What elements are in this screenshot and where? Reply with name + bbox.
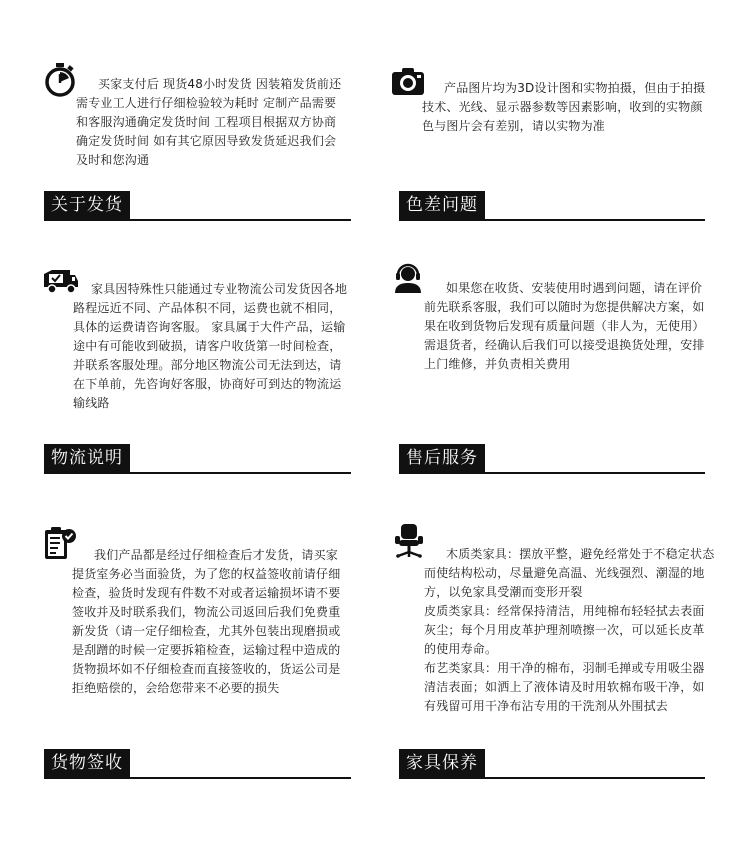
section-title-logistics: 物流说明 [44, 444, 130, 472]
section-title-bar-signing [44, 749, 351, 777]
stopwatch-icon [44, 63, 76, 97]
care-paragraph-fabric: 布艺类家具：用干净的棉布，羽制毛掸或专用吸尘器清洁表面；如洒上了液体请及时用软棉布吸干净，如有残留可用干净布沾专用的干洗剂从外围拭去 [424, 661, 705, 713]
section-divider [399, 472, 705, 474]
care-paragraph-wood: 木质类家具：摆放平整，避免经常处于不稳定状态而使结构松动，尽量避免高温、光线强烈、潮湿的地方，以免家具受潮而变形开裂 [424, 547, 715, 599]
care-paragraph-leather: 皮质类家具：经常保持清洁，用纯棉布轻轻拭去表面灰尘；每个月用皮革护理剂喷擦一次，可以延长皮革的使用寿命。 [424, 604, 705, 656]
shipping-text: 买家支付后 现货48小时发货 因装箱发货前还需专业工人进行仔细检验较为耗时 定制产品需要和客服沟通确定发货时间 工程项目根据双方协商确定发货时间 如有其它原因导致发货延迟我们会及时和您沟通 [76, 77, 342, 167]
panel-color [391, 67, 706, 197]
signing-text: 我们产品都是经过仔细检查后才发货，请买家提货室务必当面验货，为了您的权益签收前请仔细检查，验货时发现有件数不对或者运输损坏请不要签收并及时联系我们，物流公司返回后我们免费重新发货（请一定仔细检查，尤其外包装出现磨损或是刮蹭的时候一定要拆箱检查，运输过程中造成的货物损坏如不仔细检查而直接签收的，货运公司是拒绝赔偿的，会给您带来不必要的损失 [72, 548, 341, 695]
panel-logistics [44, 270, 354, 420]
section-title-care: 家具保养 [399, 749, 485, 777]
aftersales-text: 如果您在收货、安装使用时遇到问题，请在评价前先联系客服，我们可以随时为您提供解决方案，如果在收到货物后发现有质量问题（非人为，无使用）需退货者，经确认后我们可以接受退换货处理，安排上门维修，并负责相关费用 [424, 281, 705, 371]
section-title-bar-logistics [44, 444, 351, 472]
section-title-signing: 货物签收 [44, 749, 130, 777]
section-title-bar-aftersales [399, 444, 705, 472]
section-divider [44, 219, 351, 221]
section-divider [399, 219, 705, 221]
section-divider [44, 777, 351, 779]
office-chair-icon [393, 524, 425, 558]
panel-care [393, 524, 715, 724]
section-divider [399, 777, 705, 779]
logistics-text: 家具因特殊性只能通过专业物流公司发货因各地路程远近不同、产品体积不同，运费也就不相同，具体的运费请咨询客服。 家具属于大件产品，运输途中有可能收到破损，请客户收货第一时间检查，并联系客服处理。部分地区物流公司无法到达，请在下单前，先咨询好客服，协商好可到达的物流运输线路 [73, 282, 348, 410]
customer-service-headset-icon [393, 263, 423, 293]
panel-signing [44, 527, 354, 727]
section-title-bar-shipping [44, 191, 351, 219]
section-title-shipping: 关于发货 [44, 191, 130, 219]
panel-aftersales [393, 263, 703, 383]
section-title-aftersales: 售后服务 [399, 444, 485, 472]
color-text: 产品图片均为3D设计图和实物拍摄，但由于拍摄技术、光线、显示器参数等因素影响，收到的实物颜色与图片会有差别，请以实物为准 [422, 81, 706, 133]
section-title-color: 色差问题 [399, 191, 485, 219]
section-title-bar-care [399, 749, 705, 777]
section-title-bar-color [399, 191, 705, 219]
section-divider [44, 472, 351, 474]
camera-icon [392, 67, 424, 95]
care-text [424, 545, 716, 716]
